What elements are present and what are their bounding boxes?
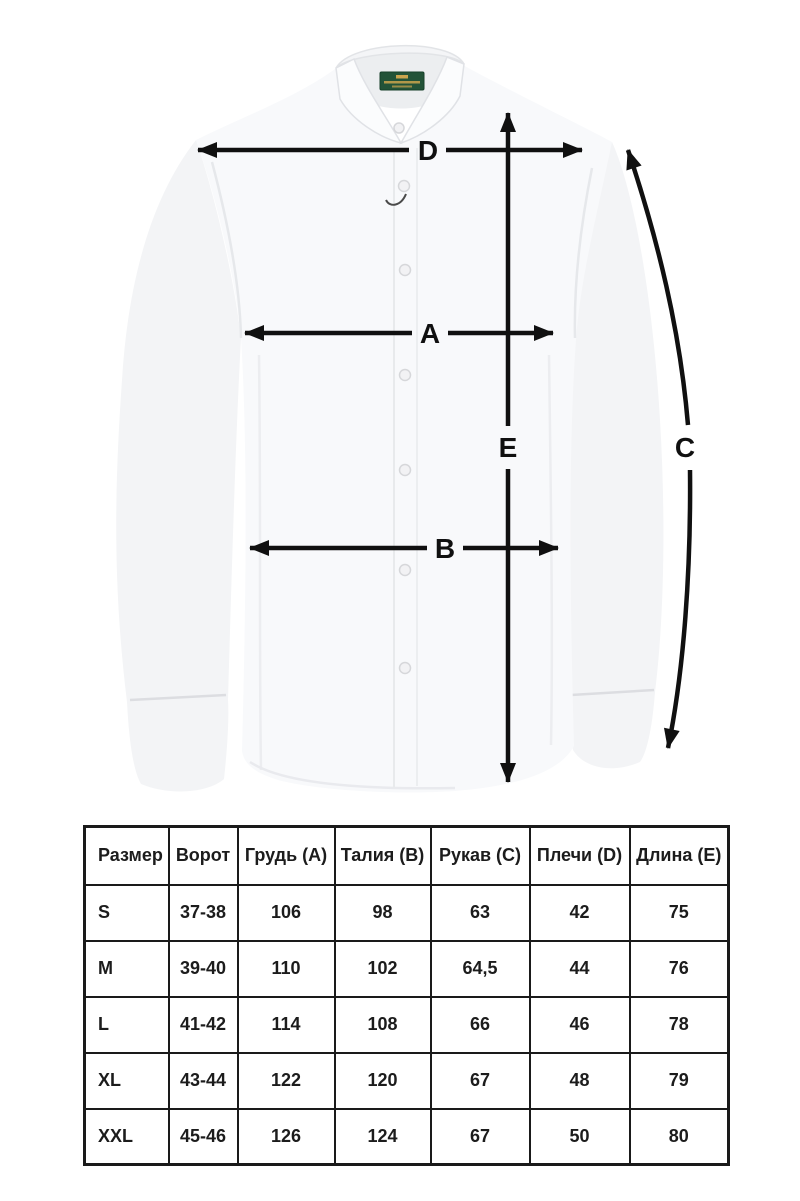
sleeve-cell: 64,5: [431, 941, 530, 997]
chest-cell: 126: [238, 1109, 335, 1165]
collar-cell: 43-44: [169, 1053, 238, 1109]
sleeve-cell: 63: [431, 885, 530, 941]
collar-button: [394, 123, 404, 133]
chest-cell: 106: [238, 885, 335, 941]
sleeve-cell: 67: [431, 1053, 530, 1109]
chest-cell: 122: [238, 1053, 335, 1109]
shirt-button: [400, 465, 411, 476]
arrow-c-lower: [668, 470, 690, 748]
size-cell: L: [85, 997, 169, 1053]
brand-label-mark: [396, 75, 408, 79]
shirt-button: [400, 663, 411, 674]
collar-cell: 41-42: [169, 997, 238, 1053]
label-d: D: [417, 135, 439, 166]
length-cell: 78: [630, 997, 729, 1053]
collar-cell: 39-40: [169, 941, 238, 997]
waist-cell: 124: [335, 1109, 431, 1165]
shirt-illustration: [116, 46, 663, 793]
shoulders-cell: 44: [530, 941, 630, 997]
length-cell: 80: [630, 1109, 729, 1165]
brand-label: [380, 72, 424, 90]
size-table: [83, 825, 730, 1166]
length-cell: 79: [630, 1053, 729, 1109]
size-cell: XL: [85, 1053, 169, 1109]
sleeve-cell: 66: [431, 997, 530, 1053]
shoulders-cell: 50: [530, 1109, 630, 1165]
size-cell: XXL: [85, 1109, 169, 1165]
column-header-sleeve: Рукав (C): [431, 827, 530, 885]
shirt-button: [400, 565, 411, 576]
column-header-collar: Ворот: [169, 827, 238, 885]
shirt-button: [400, 265, 411, 276]
waist-cell: 102: [335, 941, 431, 997]
shirt-button: [399, 181, 410, 192]
brand-label-text-line2: [392, 86, 412, 88]
waist-cell: 98: [335, 885, 431, 941]
table-row-s: [85, 885, 729, 941]
size-cell: M: [85, 941, 169, 997]
column-header-waist: Талия (B): [335, 827, 431, 885]
waist-cell: 120: [335, 1053, 431, 1109]
collar-cell: 45-46: [169, 1109, 238, 1165]
shoulders-cell: 42: [530, 885, 630, 941]
size-cell: S: [85, 885, 169, 941]
table-row-xl: [85, 1053, 729, 1109]
label-c: C: [674, 432, 696, 463]
column-header-chest: Грудь (A): [238, 827, 335, 885]
sleeve-cell: 67: [431, 1109, 530, 1165]
waist-cell: 108: [335, 997, 431, 1053]
shirt-left-sleeve: [116, 140, 241, 791]
column-header-shoulders: Плечи (D): [530, 827, 630, 885]
table-row-xxl: [85, 1109, 729, 1165]
length-cell: 75: [630, 885, 729, 941]
collar-cell: 37-38: [169, 885, 238, 941]
label-a: A: [419, 318, 441, 349]
label-e: E: [498, 432, 518, 463]
column-header-size: Размер: [85, 827, 169, 885]
chest-cell: 110: [238, 941, 335, 997]
shoulders-cell: 48: [530, 1053, 630, 1109]
table-header-row: [85, 827, 729, 885]
table-row-l: [85, 997, 729, 1053]
body-fold-left: [259, 355, 261, 770]
brand-label-text-line: [384, 81, 420, 84]
length-cell: 76: [630, 941, 729, 997]
label-b: B: [434, 533, 456, 564]
column-header-length: Длина (E): [630, 827, 729, 885]
shoulders-cell: 46: [530, 997, 630, 1053]
shirt-button: [400, 370, 411, 381]
table-row-m: [85, 941, 729, 997]
chest-cell: 114: [238, 997, 335, 1053]
